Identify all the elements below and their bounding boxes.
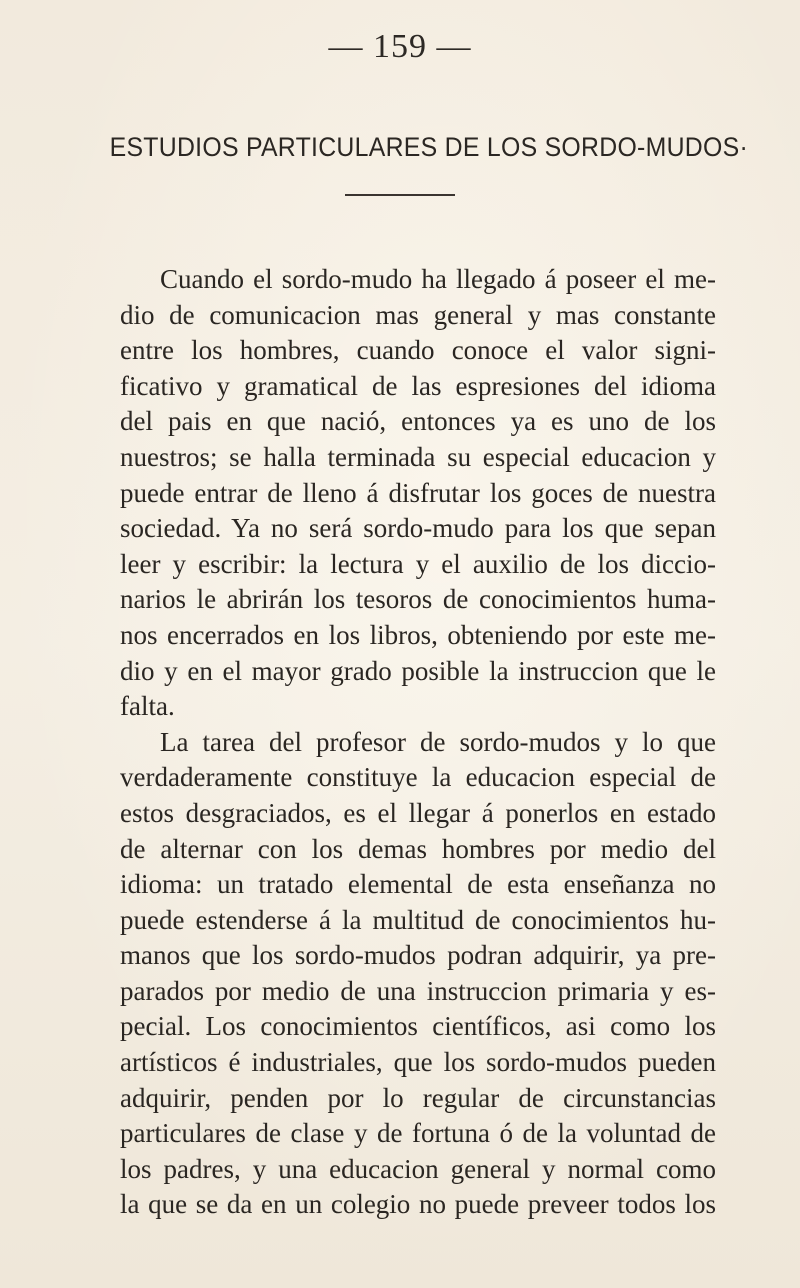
text-line: artísticos é industriales, que los sordo-mudos pueden <box>120 1047 716 1078</box>
text-line: entre los hombres, cuando conoce el valor signi- <box>120 335 716 366</box>
text-line: adquirir, penden por lo regular de circunstancias <box>120 1082 716 1113</box>
text-line: los padres, y una educacion general y normal como <box>120 1153 716 1184</box>
title-rule <box>345 194 455 196</box>
text-line: idioma: un tratado elemental de esta enseñanza no <box>120 869 716 900</box>
text-line: sociedad. Ya no será sordo-mudo para los que sepan <box>120 513 716 544</box>
chapter-title: ESTUDIOS PARTICULARES DE LOS SORDO-MUDOS· <box>109 132 748 162</box>
text-line: puede entrar de lleno á disfrutar los goces de nuestra <box>120 477 716 508</box>
text-line: pecial. Los conocimientos científicos, asi como los <box>120 1011 716 1042</box>
paragraph-2 <box>80 725 716 1223</box>
text-line: la que se da en un colegio no puede preveer todos los <box>120 1189 716 1220</box>
text-line: del pais en que nació, entonces ya es uno de los <box>120 406 716 437</box>
text-line: manos que los sordo-mudos podran adquirir, ya pre- <box>120 940 716 971</box>
text-line: ficativo y gramatical de las espresiones del idioma <box>120 370 716 401</box>
text-line: narios le abrirán los tesoros de conocimientos huma- <box>120 584 716 615</box>
paragraph-1 <box>80 262 716 725</box>
text-line: verdaderamente constituye la educacion especial de <box>120 762 716 793</box>
text-line: puede estenderse á la multitud de conocimientos hu- <box>120 904 716 935</box>
body-text <box>80 262 716 1223</box>
text-line: Cuando el sordo-mudo ha llegado á poseer el me- <box>160 264 716 294</box>
text-line: estos desgraciados, es el llegar á ponerlos en estado <box>120 797 716 828</box>
text-line: particulares de clase y de fortuna ó de la voluntad de <box>120 1118 716 1149</box>
page-number: — 159 — <box>328 28 472 65</box>
text-line: falta. <box>120 691 175 722</box>
text-line: dio de comunicacion mas general y mas constante <box>120 299 716 330</box>
text-line: parados por medio de una instruccion primaria y es- <box>120 975 716 1006</box>
text-line: dio y en el mayor grado posible la instruccion que le <box>120 655 716 686</box>
text-line: de alternar con los demas hombres por medio del <box>120 833 716 864</box>
text-line: nuestros; se halla terminada su especial educacion y <box>120 441 716 472</box>
text-line: La tarea del profesor de sordo-mudos y lo que <box>160 726 716 757</box>
text-line: nos encerrados en los libros, obteniendo por este me- <box>120 619 716 650</box>
text-line: leer y escribir: la lectura y el auxilio de los diccio- <box>120 548 716 579</box>
